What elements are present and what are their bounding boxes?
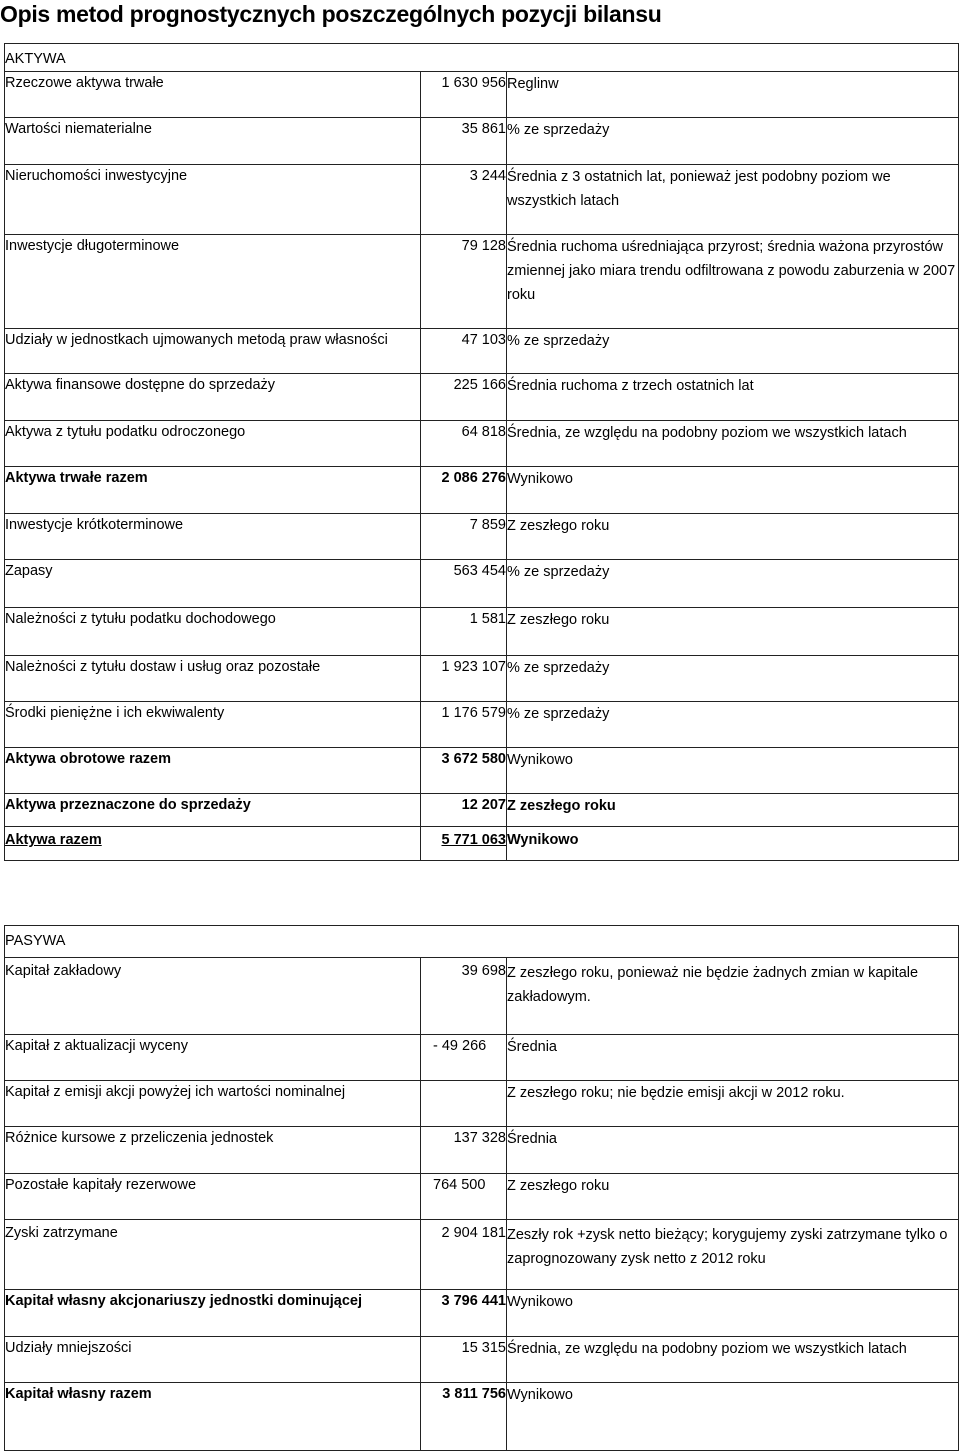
- row-label: Aktywa przeznaczone do sprzedaży: [5, 794, 421, 827]
- table-row: [5, 1081, 959, 1127]
- row-value: [421, 1081, 507, 1127]
- row-value: 35 861: [421, 118, 507, 165]
- row-value: 563 454: [421, 560, 507, 608]
- table-row: [5, 702, 959, 748]
- row-method: Średnia, ze względu na podobny poziom we wszystkich latach: [507, 421, 959, 467]
- row-method: % ze sprzedaży: [507, 118, 959, 165]
- total-value: 5 771 063: [441, 832, 506, 848]
- table-row: [5, 827, 959, 861]
- row-value: 2 904 181: [421, 1220, 507, 1290]
- row-label: Różnice kursowe z przeliczenia jednostek: [5, 1127, 421, 1174]
- row-method: Średnia, ze względu na podobny poziom we wszystkich latach: [507, 1337, 959, 1383]
- table-row: [5, 1337, 959, 1383]
- row-label: Należności z tytułu dostaw i usług oraz pozostałe: [5, 656, 421, 702]
- row-method: Średnia ruchoma z trzech ostatnich lat: [507, 374, 959, 421]
- row-value: [421, 827, 507, 861]
- row-value: 764 500: [421, 1174, 507, 1220]
- row-value: 39 698: [421, 958, 507, 1035]
- row-label: Nieruchomości inwestycyjne: [5, 165, 421, 235]
- row-method: Reglinw: [507, 72, 959, 118]
- table-row: [5, 608, 959, 656]
- row-method: Wynikowo: [507, 1383, 959, 1451]
- table-row: [5, 1220, 959, 1290]
- table-row: [5, 1174, 959, 1220]
- table-row: [5, 1035, 959, 1081]
- row-value: 79 128: [421, 235, 507, 329]
- row-method: Wynikowo: [507, 1290, 959, 1337]
- row-method: Średnia: [507, 1035, 959, 1081]
- row-method: Wynikowo: [507, 467, 959, 514]
- row-method: Z zeszłego roku: [507, 1174, 959, 1220]
- table-row: [5, 467, 959, 514]
- table-row: [5, 1383, 959, 1451]
- aktywa-header: AKTYWA: [5, 44, 959, 72]
- row-method: Średnia ruchoma uśredniająca przyrost; średnia ważona przyrostów zmiennej jako miara trendu odfiltrowana z powodu zaburzenia w 2007 roku: [507, 235, 959, 329]
- row-method: Średnia z 3 ostatnich lat, ponieważ jest podobny poziom we wszystkich latach: [507, 165, 959, 235]
- row-value: 3 244: [421, 165, 507, 235]
- row-label: Pozostałe kapitały rezerwowe: [5, 1174, 421, 1220]
- row-label: Środki pieniężne i ich ekwiwalenty: [5, 702, 421, 748]
- table-row: [5, 1290, 959, 1337]
- table-row: [5, 1127, 959, 1174]
- row-label: Aktywa finansowe dostępne do sprzedaży: [5, 374, 421, 421]
- row-method: Średnia: [507, 1127, 959, 1174]
- row-label: Kapitał z emisji akcji powyżej ich wartości nominalnej: [5, 1081, 421, 1127]
- row-label: Należności z tytułu podatku dochodowego: [5, 608, 421, 656]
- row-value: 2 086 276: [421, 467, 507, 514]
- row-method: Z zeszłego roku: [507, 794, 959, 827]
- aktywa-header-row: [5, 44, 959, 72]
- row-label: Udziały w jednostkach ujmowanych metodą praw własności: [5, 329, 421, 374]
- page-title: Opis metod prognostycznych poszczególnych pozycji bilansu: [0, 1, 662, 27]
- row-label: Aktywa trwałe razem: [5, 467, 421, 514]
- row-label: [5, 827, 421, 861]
- row-value: 3 811 756: [421, 1383, 507, 1451]
- row-method: % ze sprzedaży: [507, 702, 959, 748]
- pasywa-header: PASYWA: [5, 926, 959, 958]
- row-method: Wynikowo: [507, 827, 959, 861]
- row-value: 47 103: [421, 329, 507, 374]
- row-label: Aktywa z tytułu podatku odroczonego: [5, 421, 421, 467]
- row-method: Z zeszłego roku: [507, 608, 959, 656]
- pasywa-table: [4, 925, 959, 1451]
- row-value: 1 923 107: [421, 656, 507, 702]
- row-value: 225 166: [421, 374, 507, 421]
- row-label: Zyski zatrzymane: [5, 1220, 421, 1290]
- table-row: [5, 329, 959, 374]
- row-label: Kapitał zakładowy: [5, 958, 421, 1035]
- row-label: Udziały mniejszości: [5, 1337, 421, 1383]
- table-row: [5, 560, 959, 608]
- table-row: [5, 421, 959, 467]
- table-row: [5, 748, 959, 794]
- table-row: [5, 165, 959, 235]
- row-value: 1 630 956: [421, 72, 507, 118]
- pasywa-header-row: [5, 926, 959, 958]
- row-label: Wartości niematerialne: [5, 118, 421, 165]
- row-method: % ze sprzedaży: [507, 560, 959, 608]
- row-method: Zeszły rok +zysk netto bieżący; korygujemy zyski zatrzymane tylko o zaprognozowany zysk netto z 2012 roku: [507, 1220, 959, 1290]
- table-row: [5, 514, 959, 560]
- row-label: Aktywa obrotowe razem: [5, 748, 421, 794]
- row-label: Rzeczowe aktywa trwałe: [5, 72, 421, 118]
- row-value: 137 328: [421, 1127, 507, 1174]
- row-value: 3 672 580: [421, 748, 507, 794]
- row-method: Z zeszłego roku: [507, 514, 959, 560]
- row-value: 12 207: [421, 794, 507, 827]
- row-method: % ze sprzedaży: [507, 329, 959, 374]
- table-row: [5, 72, 959, 118]
- row-label: Kapitał własny akcjonariuszy jednostki dominującej: [5, 1290, 421, 1337]
- row-value: 3 796 441: [421, 1290, 507, 1337]
- row-label: Zapasy: [5, 560, 421, 608]
- row-method: Wynikowo: [507, 748, 959, 794]
- table-row: [5, 118, 959, 165]
- table-row: [5, 656, 959, 702]
- row-value: 7 859: [421, 514, 507, 560]
- row-value: 15 315: [421, 1337, 507, 1383]
- row-label: Kapitał własny razem: [5, 1383, 421, 1451]
- total-label: Aktywa razem: [5, 832, 102, 848]
- row-method: % ze sprzedaży: [507, 656, 959, 702]
- row-method: Z zeszłego roku; nie będzie emisji akcji w 2012 roku.: [507, 1081, 959, 1127]
- row-value: 1 176 579: [421, 702, 507, 748]
- table-row: [5, 374, 959, 421]
- table-row: [5, 794, 959, 827]
- table-row: [5, 958, 959, 1035]
- aktywa-table: [4, 43, 959, 861]
- row-value: 1 581: [421, 608, 507, 656]
- row-label: Inwestycje krótkoterminowe: [5, 514, 421, 560]
- row-label: Inwestycje długoterminowe: [5, 235, 421, 329]
- table-row: [5, 235, 959, 329]
- row-value: 64 818: [421, 421, 507, 467]
- row-label: Kapitał z aktualizacji wyceny: [5, 1035, 421, 1081]
- row-method: Z zeszłego roku, ponieważ nie będzie żadnych zmian w kapitale zakładowym.: [507, 958, 959, 1035]
- row-value: - 49 266: [421, 1035, 507, 1081]
